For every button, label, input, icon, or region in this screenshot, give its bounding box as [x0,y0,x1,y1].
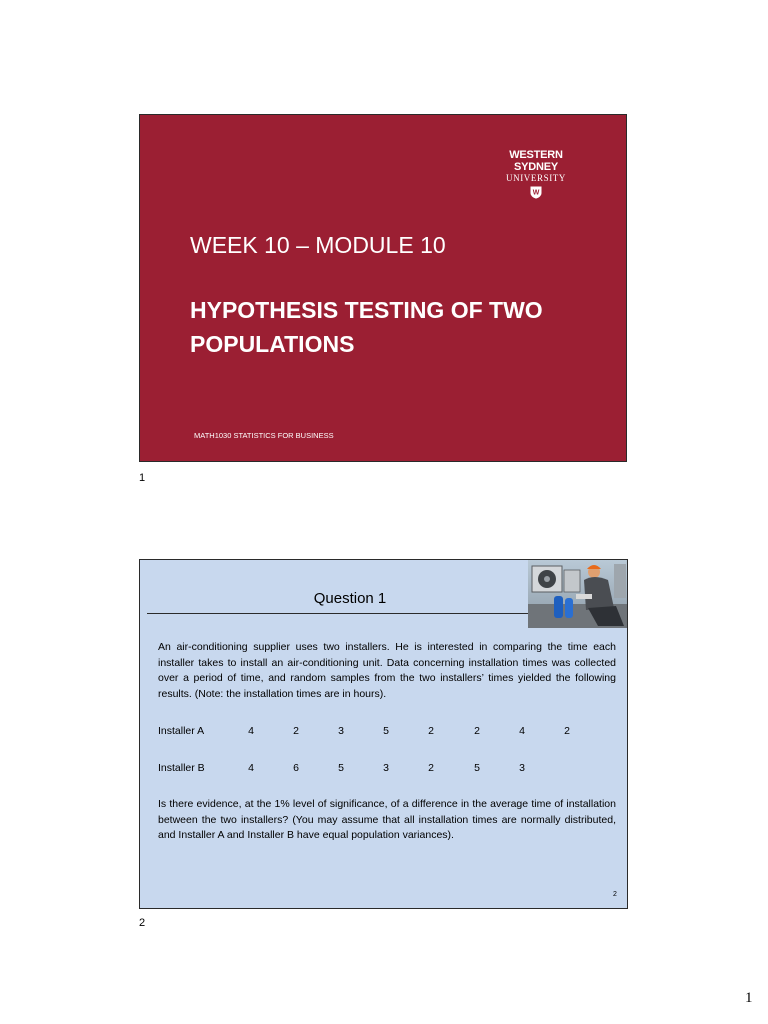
installer-b-value: 2 [428,762,434,774]
installer-a-value: 2 [428,725,434,737]
question-intro: An air-conditioning supplier uses two installers. He is interested in comparing the time each installer takes to install an air-conditioning unit. Data concerning installation times was collected over a period of time, and random samples from the two installers’ times yielded the following results. (Note: the installation times are in hours). [158,641,616,700]
shield-icon [530,186,542,199]
week-heading: WEEK 10 – MODULE 10 [190,232,446,258]
slide-label: 1 [139,472,146,484]
installer-a-value: 2 [474,725,480,737]
slide-title-line: HYPOTHESIS TESTING OF TWO [190,297,543,323]
title-slide [139,114,627,462]
question-title: Question 1 [313,590,387,607]
installer-a-value: 5 [383,725,389,737]
slide-label: 2 [139,917,146,929]
course-name: MATH1030 STATISTICS FOR BUSINESS [194,431,334,440]
installer-b-label: Installer B [158,762,205,774]
installer-b-value: 5 [338,762,344,774]
title-divider [147,613,529,614]
question-slide [139,559,628,909]
document-page-number: 1 [745,990,753,1006]
installer-a-value: 2 [564,725,570,737]
logo-title: WESTERN SYDNEY [509,149,563,173]
university-logo [486,149,586,199]
installer-a-value: 3 [338,725,344,737]
installer-b-value: 3 [519,762,525,774]
logo-subtitle: UNIVERSITY [506,173,566,183]
slide-number: 2 [613,891,617,898]
slide-title [190,293,590,361]
installer-a-value: 4 [248,725,254,737]
question-prompt: Is there evidence, at the 1% level of significance, of a difference in the average time of installation between the two installers? (You may assume that all installation times are normally distributed, and Installer A and Installer B have equal population variances). [158,798,616,841]
installer-b-value: 5 [474,762,480,774]
slide-title-line: POPULATIONS [190,331,355,357]
worker-photo [528,560,628,628]
installer-b-value: 4 [248,762,254,774]
installer-a-label: Installer A [158,725,205,737]
installer-a-value: 2 [293,725,299,737]
installer-a-value: 4 [519,725,525,737]
installer-b-value: 6 [293,762,299,774]
installer-b-value: 3 [383,762,389,774]
shield-mark: W [532,189,540,197]
